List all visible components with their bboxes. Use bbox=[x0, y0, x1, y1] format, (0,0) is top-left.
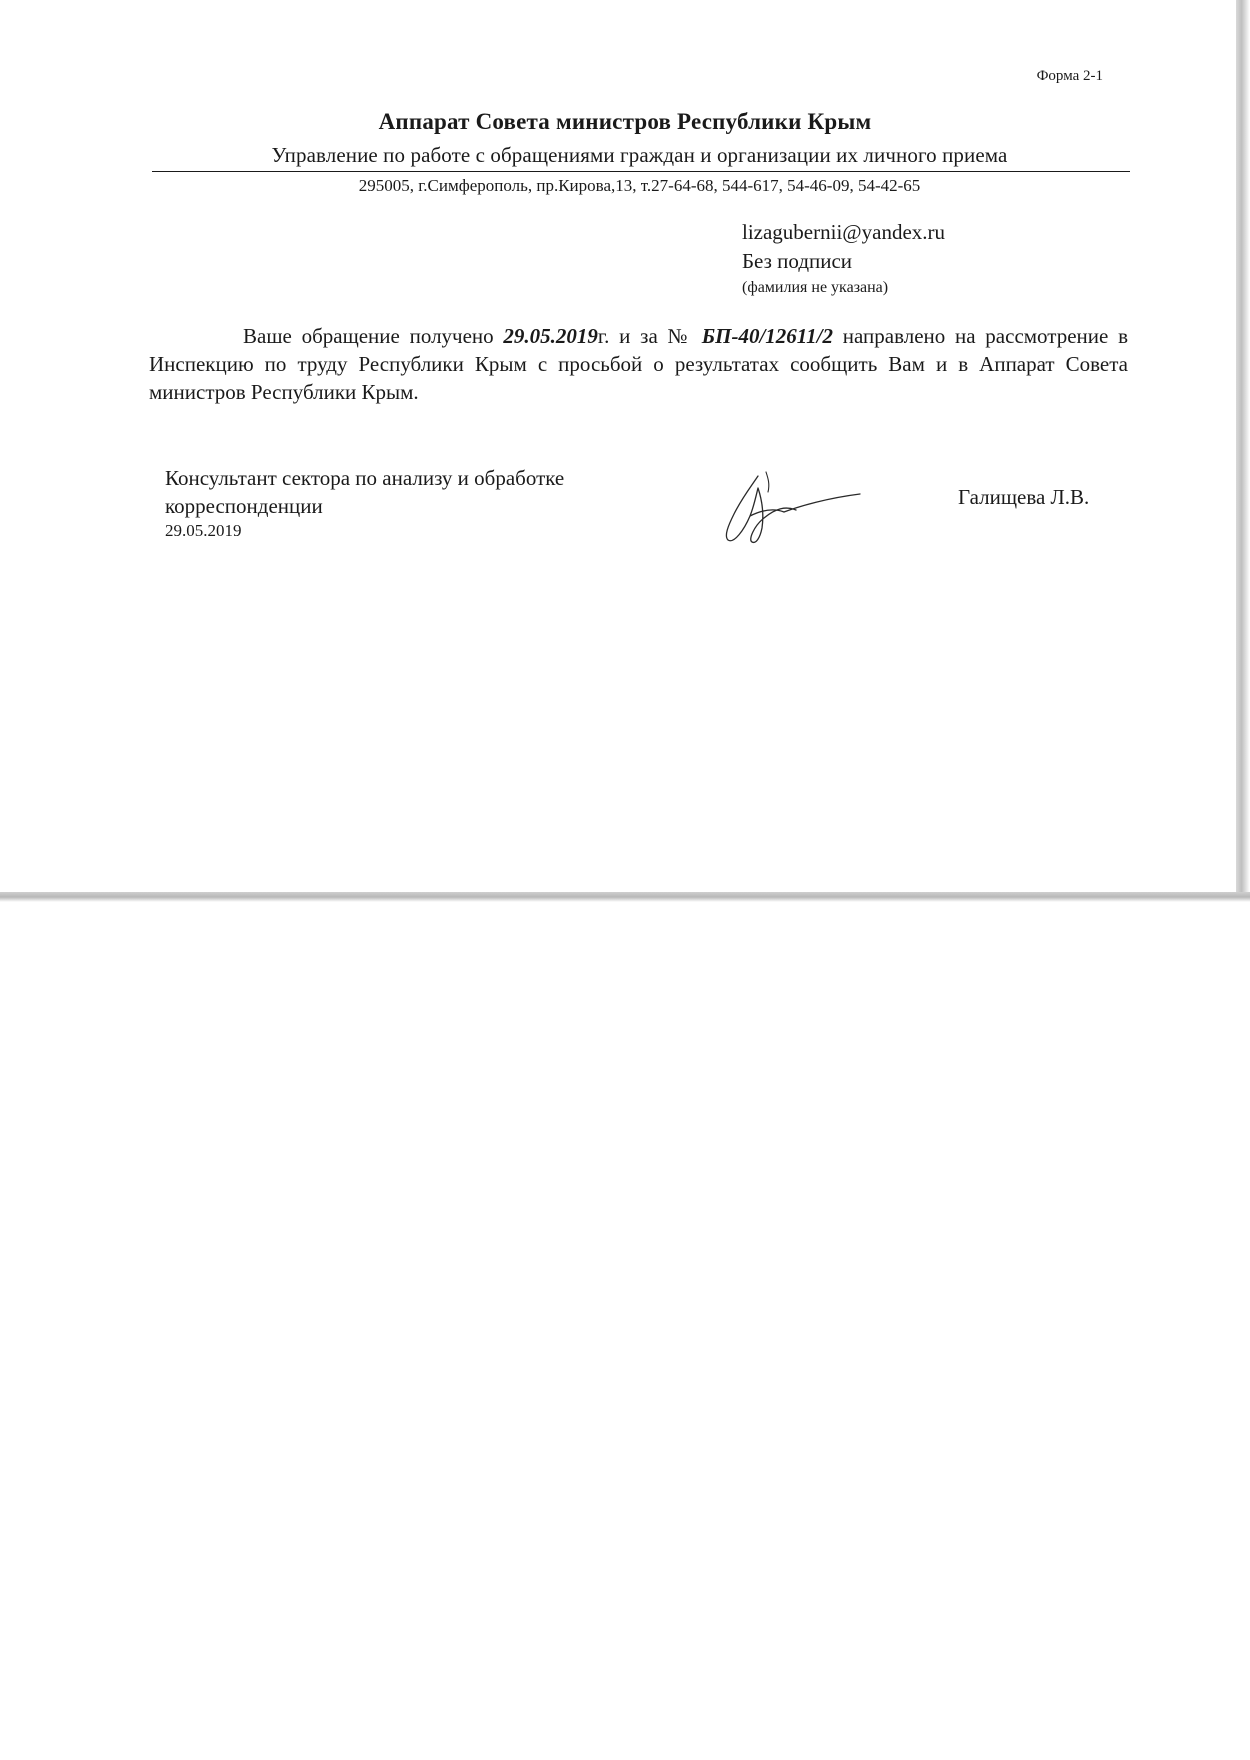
signatory-position-line2: корреспонденции bbox=[165, 494, 323, 518]
body-text-part2: г. и за № bbox=[597, 324, 702, 348]
recipient-block bbox=[742, 217, 945, 301]
header-divider bbox=[152, 171, 1130, 172]
body-text-part3: направлено на рассмотрение в Инспекцию по труду Республики Крым с просьбой о результатах сообщить Вам и в Аппарат Совета министров Республики Крым. bbox=[149, 324, 1128, 404]
scan-edge-bottom bbox=[0, 892, 1250, 902]
signatory-date: 29.05.2019 bbox=[165, 521, 242, 540]
letter-body bbox=[149, 322, 1128, 406]
body-text-part1: Ваше обращение получено bbox=[243, 324, 504, 348]
recipient-surname-note: (фамилия не указана) bbox=[742, 279, 889, 296]
organization-subtitle: Управление по работе с обращениями граждан и организации их личного приема bbox=[271, 143, 1008, 167]
scan-edge-right bbox=[1236, 0, 1250, 900]
signatory-name: Галищева Л.В. bbox=[958, 485, 1090, 509]
recipient-signature-status: Без подписи bbox=[742, 249, 853, 273]
handwritten-signature bbox=[710, 470, 870, 550]
signatory-position bbox=[165, 464, 564, 520]
organization-address: 295005, г.Симферополь, пр.Кирова,13, т.27-64-68, 544-617, 54-46-09, 54-42-65 bbox=[358, 176, 921, 195]
recipient-email: lizagubernii@yandex.ru bbox=[742, 220, 946, 244]
form-label: Форма 2-1 bbox=[1036, 68, 1103, 84]
registration-number: БП-40/12611/2 bbox=[701, 324, 833, 348]
organization-title: Аппарат Совета министров Республики Крым bbox=[378, 109, 872, 134]
signatory-position-line1: Консультант сектора по анализу и обработке bbox=[165, 466, 565, 490]
received-date: 29.05.2019 bbox=[503, 324, 598, 348]
